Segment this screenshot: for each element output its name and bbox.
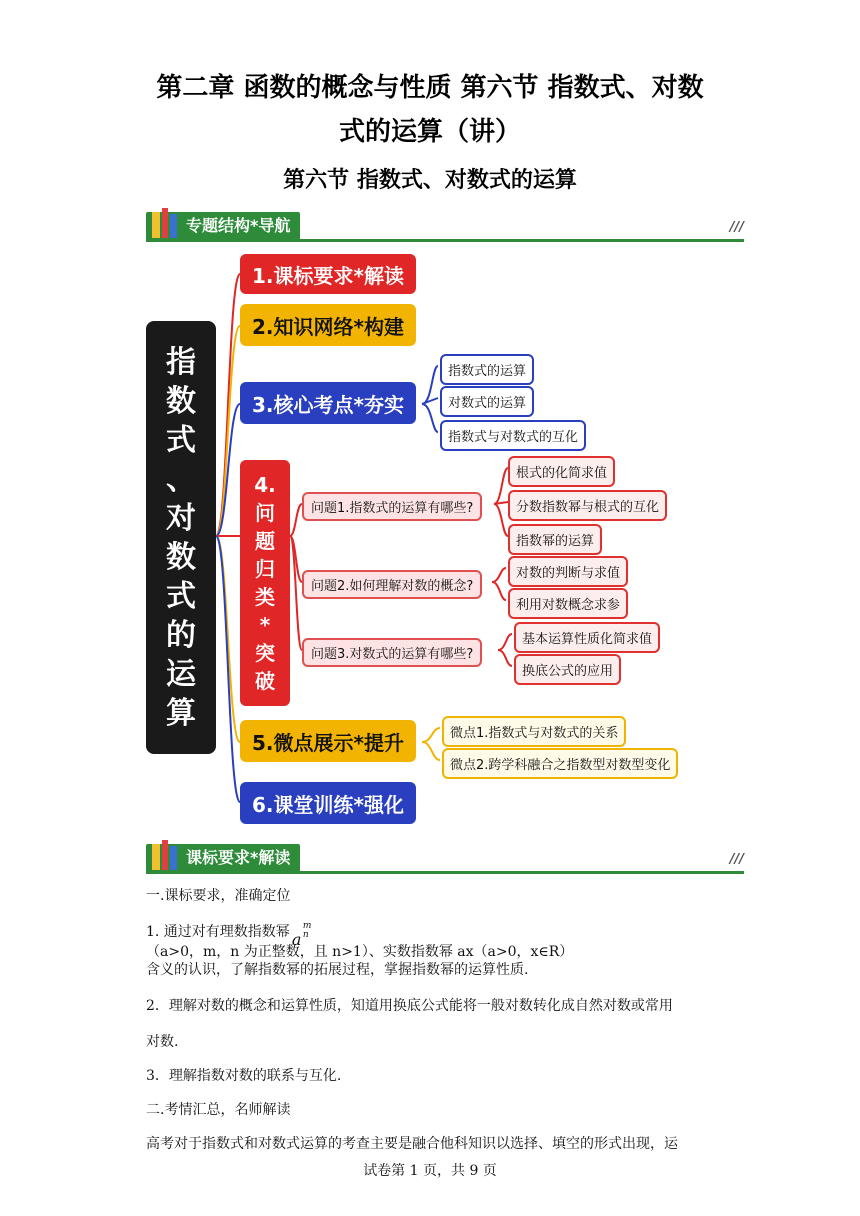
leaf-micro-point-2: 微点2.跨学科融合之指数型对数型变化: [442, 748, 678, 779]
leaf-basic-properties: 基本运算性质化简求值: [514, 622, 660, 653]
paragraph-2-line2: 对数.: [146, 1034, 179, 1050]
exponent-denominator: n: [302, 930, 309, 940]
leaf-exponent-power-ops: 指数幂的运算: [508, 524, 602, 555]
section-subtitle: 第六节 指数式、对数式的运算: [283, 168, 577, 193]
ruler-pencil-icon: [150, 206, 180, 240]
exponent-base: a: [291, 930, 302, 949]
leaf-change-of-base: 换底公式的应用: [514, 654, 621, 685]
document-title-line2: 式的运算（讲）: [338, 117, 521, 147]
question-2: 问题2.如何理解对数的概念?: [302, 570, 482, 599]
leaf-log-evaluate: 对数的判断与求值: [508, 556, 628, 587]
question-1: 问题1.指数式的运算有哪些?: [302, 492, 482, 521]
banner-slashes: ///: [729, 220, 744, 235]
banner-slashes: ///: [729, 852, 744, 867]
mind-map: [146, 246, 746, 826]
heading-exam-summary: 二.考情汇总，名师解读: [146, 1102, 291, 1118]
question-3: 问题3.对数式的运算有哪些?: [302, 638, 482, 667]
leaf-fraction-exponent-radical: 分数指数幂与根式的互化: [508, 490, 667, 521]
leaf-exponent-log-conversion: 指数式与对数式的互化: [440, 420, 586, 451]
paragraph-4: 高考对于指数式和对数式运算的考查主要是融合他科知识以选择、填空的形式出现，运: [146, 1136, 678, 1152]
paragraph-1-line1: [146, 921, 746, 960]
branch-course-standards: 1.课标要求*解读: [240, 254, 416, 294]
branch-micro-points: 5.微点展示*提升: [240, 720, 416, 762]
fractional-exponent: [290, 921, 320, 949]
branch-knowledge-network: 2.知识网络*构建: [240, 304, 416, 346]
paragraph-3: 3．理解指数对数的联系与互化.: [146, 1068, 342, 1084]
branch-question-breakthrough: 4. 问 题 归 类 * 突 破: [240, 460, 290, 706]
banner-structure-navigation: [146, 206, 744, 242]
branch-classroom-training: 6.课堂训练*强化: [240, 782, 416, 824]
document-title-line1: 第二章 函数的概念与性质 第六节 指数式、对数: [156, 73, 704, 103]
banner-label: 专题结构*导航: [146, 212, 300, 240]
branch-core-points: 3.核心考点*夯实: [240, 382, 416, 424]
leaf-logarithm-operations: 对数式的运算: [440, 386, 534, 417]
heading-course-standards: 一.课标要求，准确定位: [146, 888, 291, 904]
leaf-radical-simplify: 根式的化简求值: [508, 456, 615, 487]
page-footer: 试卷第 1 页，共 9 页: [363, 1163, 497, 1179]
leaf-exponent-operations: 指数式的运算: [440, 354, 534, 385]
p1-conditions: （a>0，m，n 为正整数，且 n>1）、实数指数幂 ax（a>0，x∈R）: [146, 944, 574, 960]
banner-label: 课标要求*解读: [146, 844, 300, 872]
exponent-numerator: m: [302, 921, 312, 931]
banner-course-standards: [146, 838, 744, 874]
ruler-pencil-icon: [150, 838, 180, 872]
mind-map-root: 指 数 式 、 对 数 式 的 运 算: [146, 321, 216, 754]
p1-lead: 1. 通过对有理数指数幂: [146, 924, 290, 940]
paragraph-1-line2: 含义的认识，了解指数幂的拓展过程，掌握指数幂的运算性质.: [146, 962, 529, 978]
paragraph-2-line1: 2．理解对数的概念和运算性质，知道用换底公式能将一般对数转化成自然对数或常用: [146, 998, 673, 1014]
leaf-log-parameter: 利用对数概念求参: [508, 588, 628, 619]
leaf-micro-point-1: 微点1.指数式与对数式的关系: [442, 716, 626, 747]
